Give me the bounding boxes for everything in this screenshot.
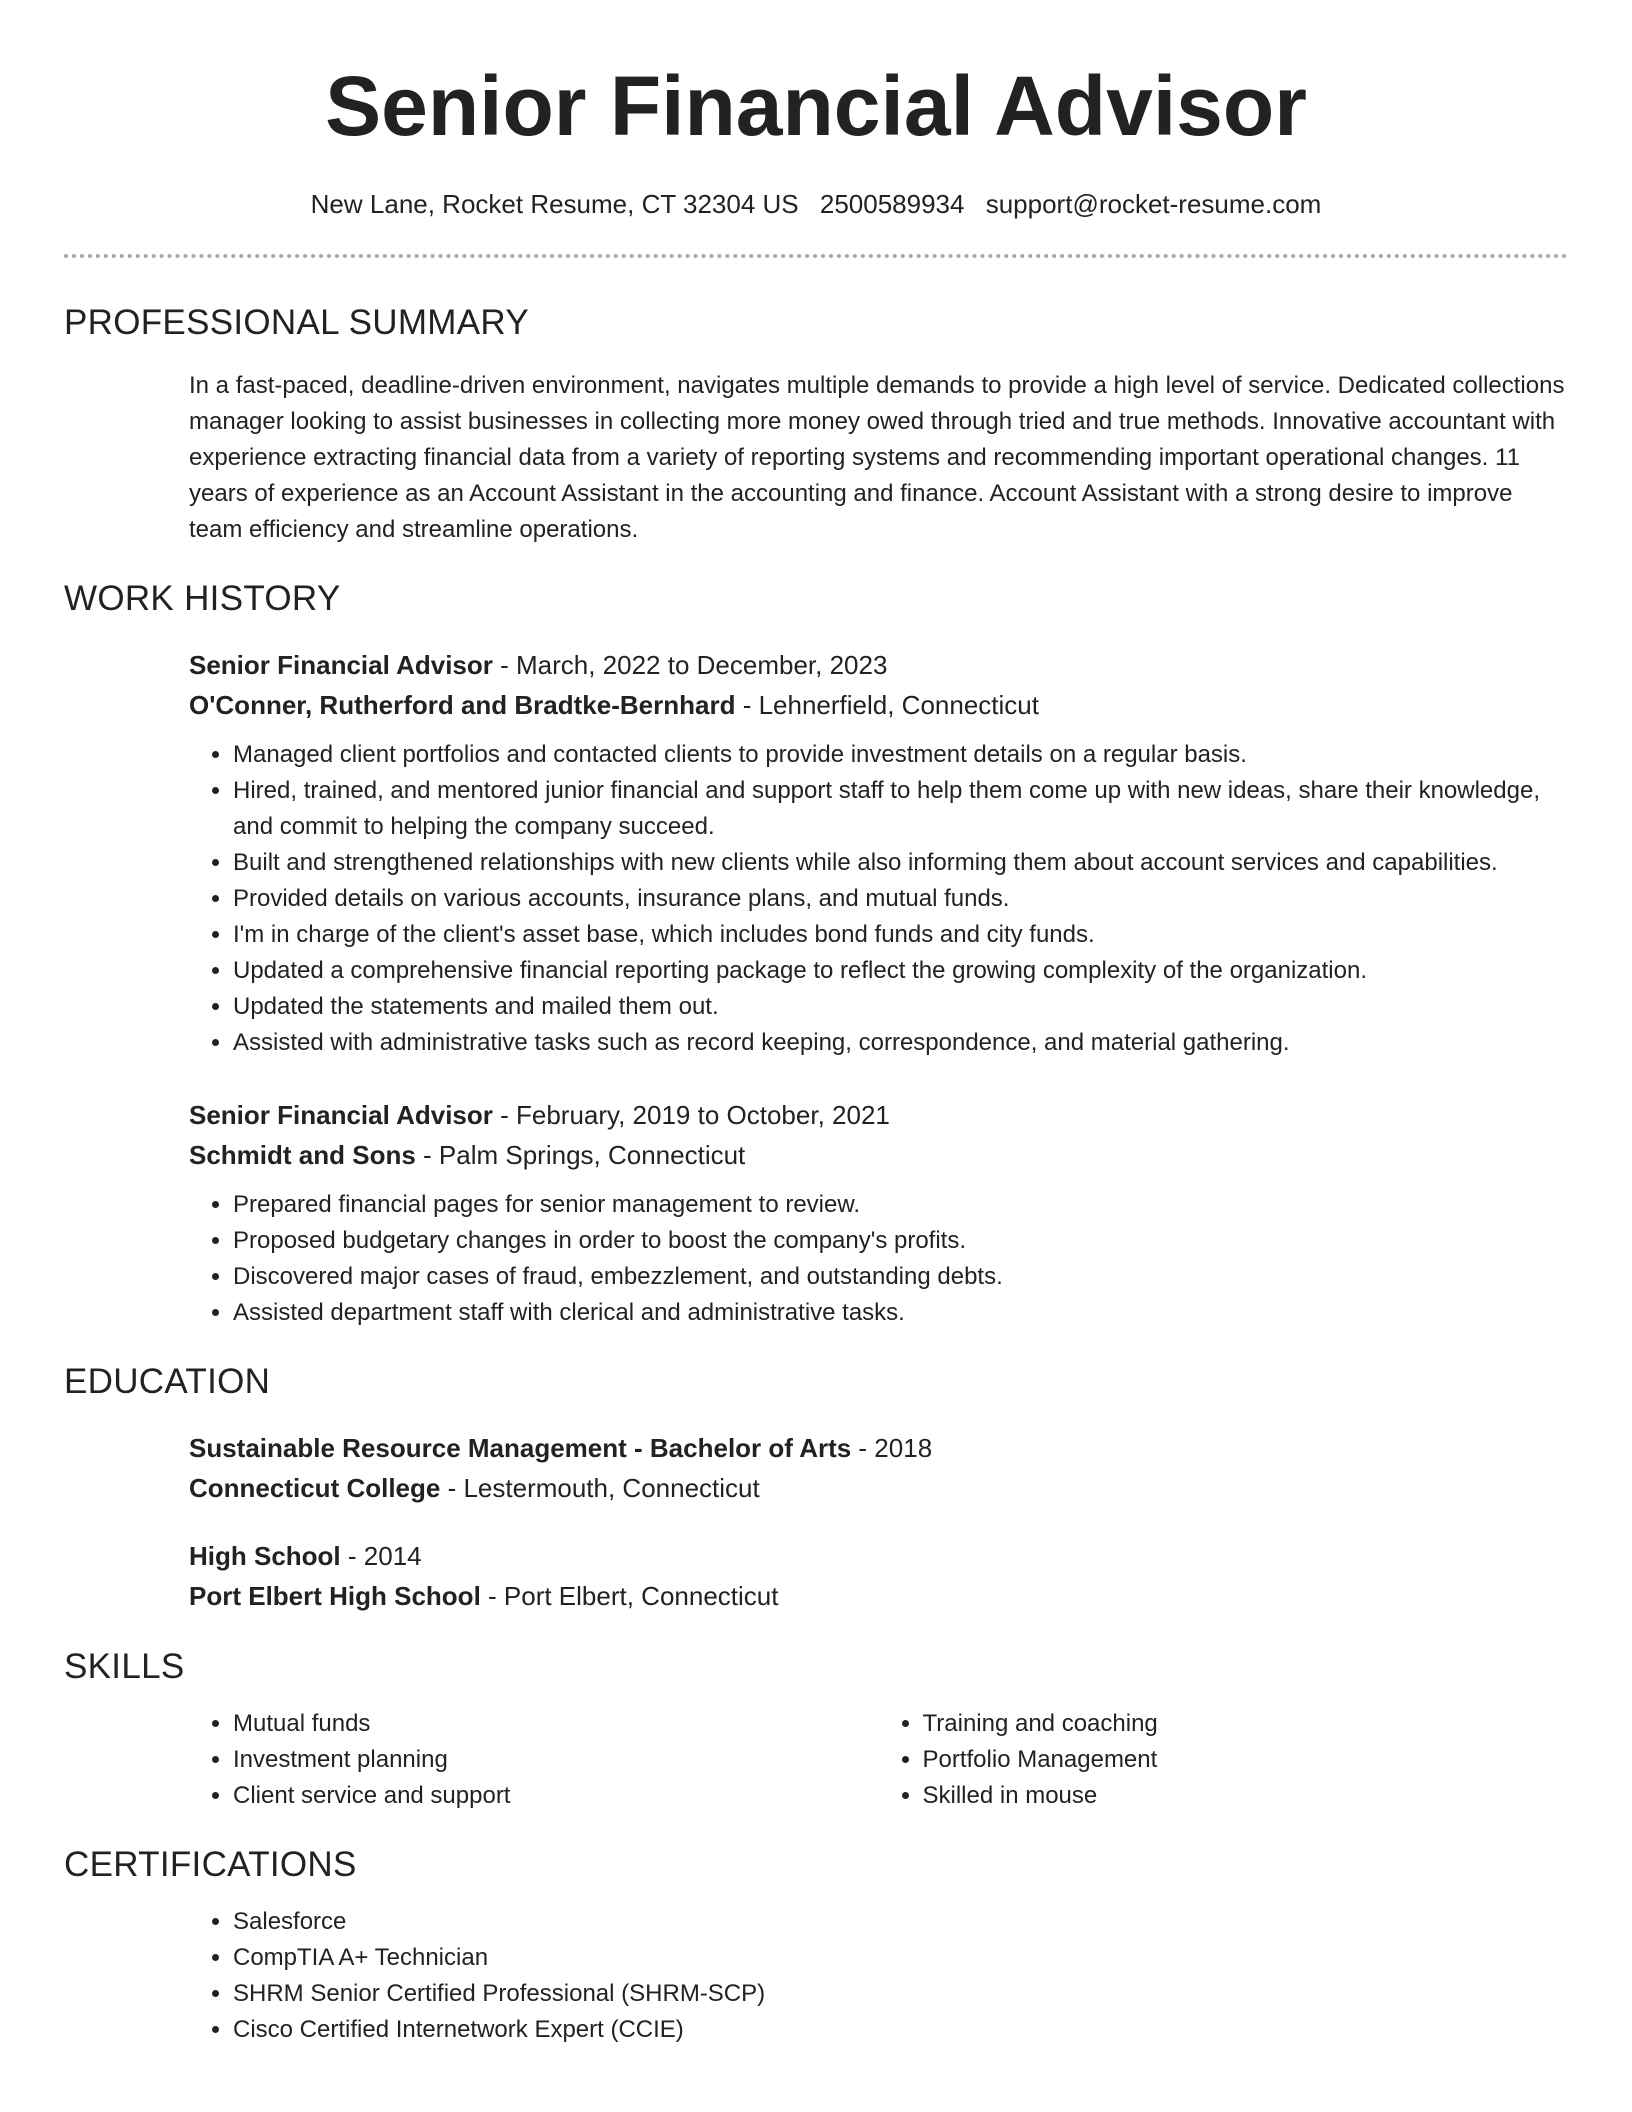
job-bullet: • I'm in charge of the client's asset base, which includes bond funds and city funds. [233, 917, 1568, 953]
contact-address: New Lane, Rocket Resume, CT 32304 US [310, 189, 799, 219]
education-location: - Lestermouth, Connecticut [440, 1473, 760, 1503]
certification-item: • Salesforce [233, 1904, 1568, 1940]
skill-item: • Client service and support [233, 1778, 879, 1814]
education-location: - Port Elbert, Connecticut [480, 1581, 779, 1611]
summary-text: In a fast-paced, deadline-driven environment, navigates multiple demands to provide a high level of service. Dedicated collections manager looking to assist businesses in collecting more money owed through tried and true methods. Innovative accountant with experience extracting financial data from a variety of reporting systems and recommending important operational changes. 11 years of experience as an Account Assistant in the accounting and finance. Account Assistant with a strong desire to improve team efficiency and streamline operations. [189, 372, 1565, 543]
job-dates: - March, 2022 to December, 2023 [492, 650, 888, 680]
skill-item: • Training and coaching [923, 1706, 1569, 1742]
skills-columns [189, 1706, 1568, 1814]
job-bullet: • Provided details on various accounts, insurance plans, and mutual funds. [233, 881, 1568, 917]
skill-item: • Portfolio Management [923, 1742, 1569, 1778]
job-location: - Palm Springs, Connecticut [415, 1140, 746, 1170]
job-role: Senior Financial Advisor [189, 1100, 493, 1130]
section-certifications [64, 1844, 1568, 2048]
job-dates: - February, 2019 to October, 2021 [492, 1100, 890, 1130]
education-year: - 2014 [340, 1541, 422, 1571]
education-degree: High School [189, 1541, 341, 1571]
section-title-certifications: CERTIFICATIONS [64, 1845, 357, 1884]
education-school: Connecticut College [189, 1473, 441, 1503]
job-company-line [189, 685, 1568, 725]
skill-item: • Skilled in mouse [923, 1778, 1569, 1814]
certification-item: • CompTIA A+ Technician [233, 1940, 1568, 1976]
job-bullet: • Prepared financial pages for senior management to review. [233, 1187, 1568, 1223]
job-location: - Lehnerfield, Connecticut [735, 690, 1039, 720]
section-title-education: EDUCATION [64, 1362, 271, 1401]
education-entry [189, 1536, 1568, 1616]
education-year: - 2018 [851, 1433, 933, 1463]
education-school: Port Elbert High School [189, 1581, 481, 1611]
skills-list-right [879, 1706, 1569, 1814]
job-bullet: • Hired, trained, and mentored junior financial and support staff to help them come up with new ideas, share their knowledge, and commit to helping the company succeed. [233, 773, 1568, 845]
job-title-line [189, 1095, 1568, 1135]
education-school-line [189, 1576, 1568, 1616]
job-company-line [189, 1135, 1568, 1175]
job-entry [189, 645, 1568, 1061]
skills-list-left [189, 1706, 879, 1814]
contact-line [64, 188, 1568, 220]
section-title-skills: SKILLS [64, 1647, 185, 1686]
section-work-history [64, 578, 1568, 1331]
section-skills [64, 1646, 1568, 1814]
job-company: Schmidt and Sons [189, 1140, 416, 1170]
job-bullets [189, 737, 1568, 1061]
certifications-list [189, 1904, 1568, 2048]
section-education [64, 1361, 1568, 1616]
section-professional-summary [64, 302, 1568, 548]
header-divider [64, 254, 1568, 258]
education-entry [189, 1428, 1568, 1508]
education-degree-line [189, 1428, 1568, 1468]
job-role: Senior Financial Advisor [189, 650, 493, 680]
job-entry [189, 1095, 1568, 1331]
contact-email: support@rocket-resume.com [985, 189, 1322, 219]
job-bullet: • Discovered major cases of fraud, embezzlement, and outstanding debts. [233, 1259, 1568, 1295]
candidate-name: Senior Financial Advisor [325, 59, 1307, 153]
job-bullet: • Assisted department staff with clerical and administrative tasks. [233, 1295, 1568, 1331]
education-degree: Sustainable Resource Management - Bachelor of Arts [189, 1433, 852, 1463]
section-title-work: WORK HISTORY [64, 579, 341, 618]
job-bullet: • Updated the statements and mailed them out. [233, 989, 1568, 1025]
job-bullets [189, 1187, 1568, 1331]
certification-item: • Cisco Certified Internetwork Expert (CCIE) [233, 2012, 1568, 2048]
resume-header [64, 0, 1568, 220]
job-bullet: • Assisted with administrative tasks such as record keeping, correspondence, and material gathering. [233, 1025, 1568, 1061]
job-company: O'Conner, Rutherford and Bradtke-Bernhard [189, 690, 736, 720]
job-title-line [189, 645, 1568, 685]
education-degree-line [189, 1536, 1568, 1576]
job-bullet: • Built and strengthened relationships with new clients while also informing them about account services and capabilities. [233, 845, 1568, 881]
section-title-summary: PROFESSIONAL SUMMARY [64, 303, 529, 342]
skill-item: • Investment planning [233, 1742, 879, 1778]
education-school-line [189, 1468, 1568, 1508]
job-bullet: • Proposed budgetary changes in order to boost the company's profits. [233, 1223, 1568, 1259]
skill-item: • Mutual funds [233, 1706, 879, 1742]
contact-phone: 2500589934 [819, 189, 965, 219]
job-bullet: • Updated a comprehensive financial reporting package to reflect the growing complexity of the organization. [233, 953, 1568, 989]
job-bullet: • Managed client portfolios and contacted clients to provide investment details on a regular basis. [233, 737, 1568, 773]
certification-item: • SHRM Senior Certified Professional (SHRM-SCP) [233, 1976, 1568, 2012]
